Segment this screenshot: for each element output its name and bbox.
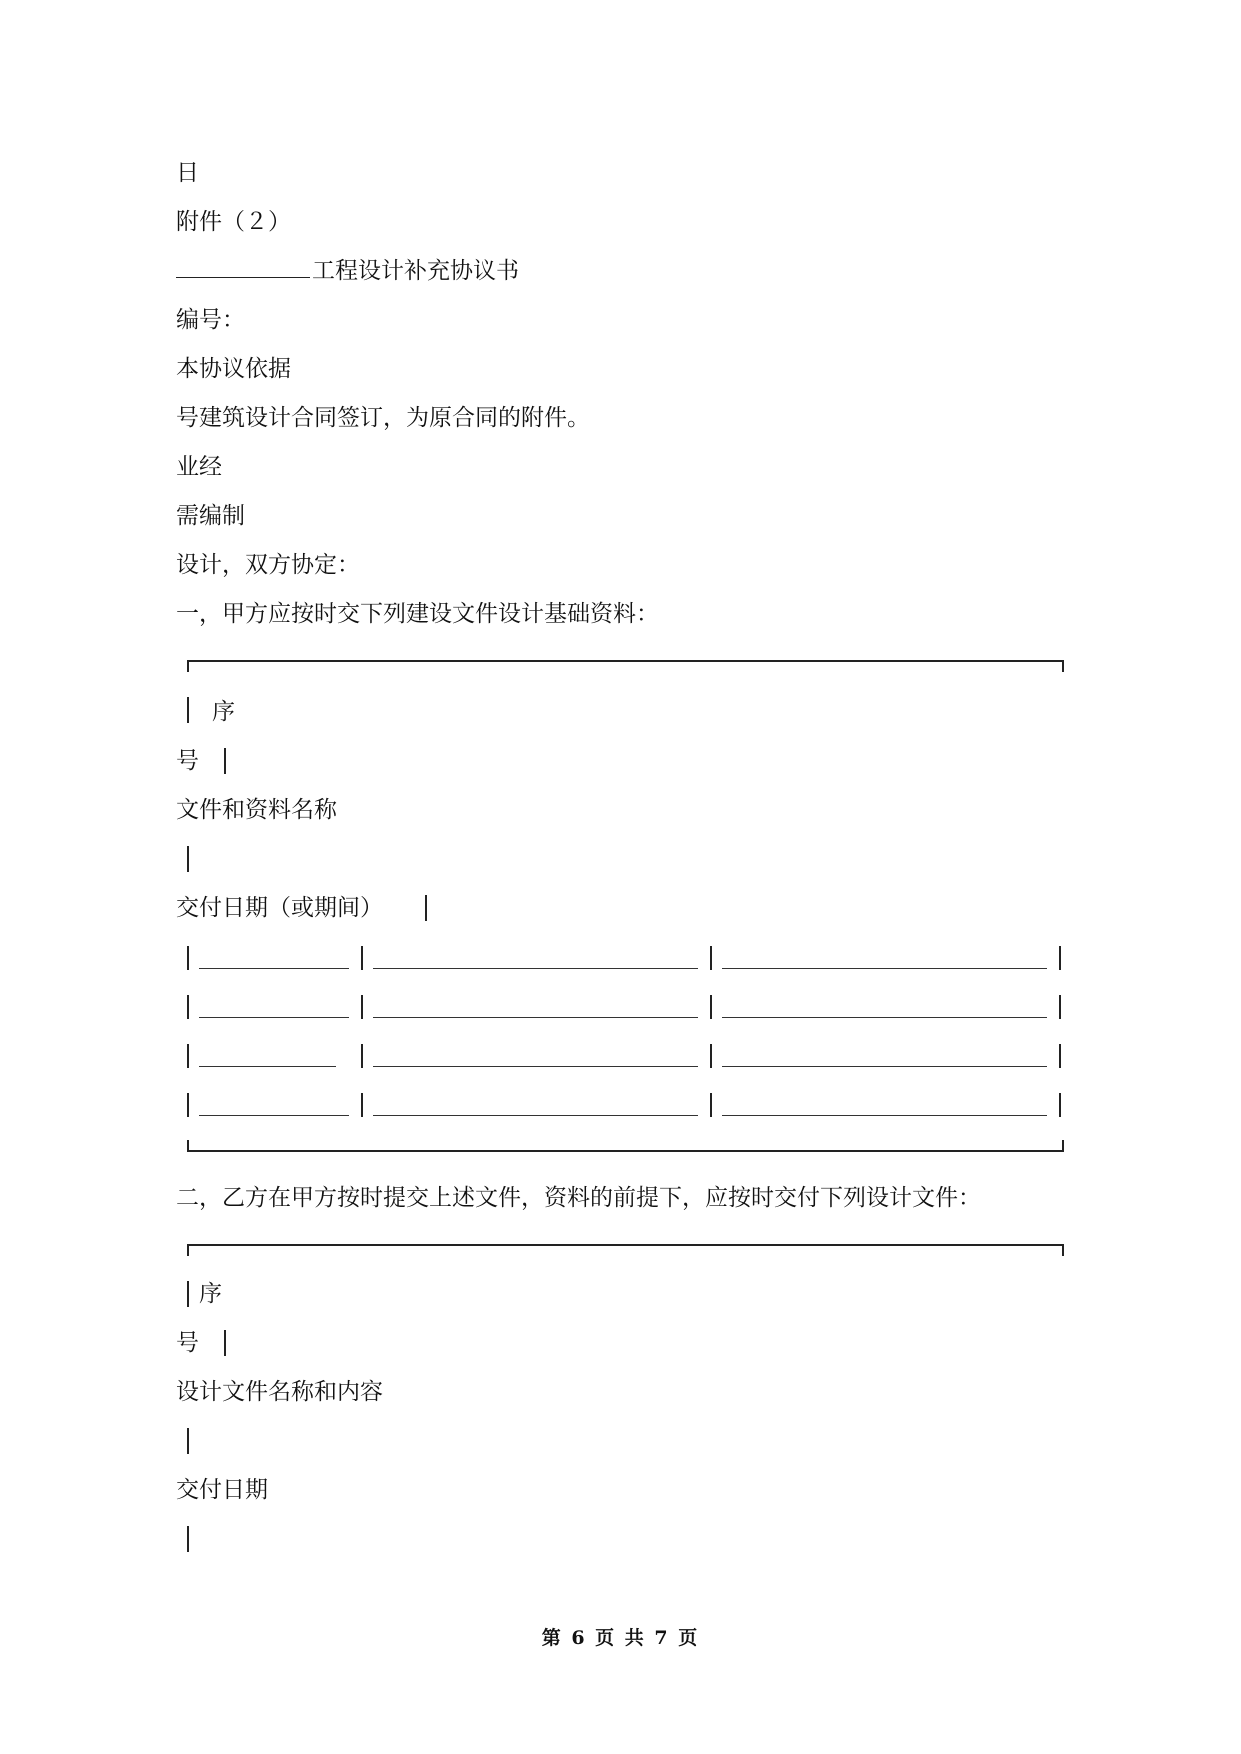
- table1-cell-date[interactable]: [722, 1017, 1047, 1018]
- table1-cell-name[interactable]: [373, 1115, 698, 1116]
- yejing-line: 业经: [176, 454, 222, 480]
- table1-row: [187, 1040, 1062, 1070]
- sheji-line: 设计，双方协定：: [176, 552, 360, 578]
- table1-cell-date[interactable]: [722, 1066, 1047, 1067]
- agreement-title-text: 工程设计补充协议书: [312, 258, 519, 284]
- table2-header-seq-a: 序: [199, 1281, 222, 1307]
- table2-bar: [224, 1330, 226, 1356]
- table1-header-name: 文件和资料名称: [176, 797, 337, 823]
- table1-cell-name[interactable]: [373, 968, 698, 969]
- number-label: 编号：: [176, 307, 245, 333]
- table2-bar: [187, 1526, 189, 1552]
- table1-bar: [187, 846, 189, 872]
- table1-header-date: 交付日期（或期间）: [176, 895, 383, 921]
- table1-cell-seq[interactable]: [199, 1017, 349, 1018]
- xubianzhi-line: 需编制: [176, 503, 245, 529]
- table1-header-seq-b: 号: [176, 748, 199, 774]
- table1-bar: [224, 748, 226, 774]
- table1-bottom-border: [187, 1140, 1064, 1152]
- basis-line: 本协议依据: [176, 356, 291, 382]
- attachment-label: 附件（２）: [176, 209, 291, 235]
- table2-bar: [187, 1281, 189, 1307]
- table1-top-border: [187, 660, 1064, 672]
- table1-row: [187, 991, 1062, 1021]
- basis-continuation: 号建筑设计合同签订，为原合同的附件。: [176, 405, 590, 431]
- table2-header-name: 设计文件名称和内容: [176, 1379, 383, 1405]
- agreement-title: [176, 256, 519, 286]
- table2-header-seq-b: 号: [176, 1330, 199, 1356]
- table1-cell-date[interactable]: [722, 968, 1047, 969]
- table1-cell-name[interactable]: [373, 1017, 698, 1018]
- table1-cell-name[interactable]: [373, 1066, 698, 1067]
- table1-cell-date[interactable]: [722, 1115, 1047, 1116]
- section-1-heading: 一，甲方应按时交下列建设文件设计基础资料：: [176, 601, 659, 627]
- project-name-blank[interactable]: [176, 259, 310, 278]
- table1-row: [187, 1089, 1062, 1119]
- table1-cell-seq[interactable]: [199, 968, 349, 969]
- line-ri: 日: [176, 160, 199, 186]
- table1-row: [187, 942, 1062, 972]
- table1-cell-seq[interactable]: [199, 1066, 336, 1067]
- table1-bar: [187, 697, 189, 723]
- table1-cell-seq[interactable]: [199, 1115, 349, 1116]
- table2-header-date: 交付日期: [176, 1477, 268, 1503]
- table1-bar: [425, 895, 427, 921]
- section-2-heading: 二，乙方在甲方按时提交上述文件，资料的前提下，应按时交付下列设计文件：: [176, 1185, 981, 1211]
- table2-top-border: [187, 1244, 1064, 1256]
- table2-bar: [187, 1428, 189, 1454]
- table1-header-seq-a: 序: [212, 699, 235, 725]
- page-footer: 第 6 页 共 7 页: [541, 1627, 700, 1649]
